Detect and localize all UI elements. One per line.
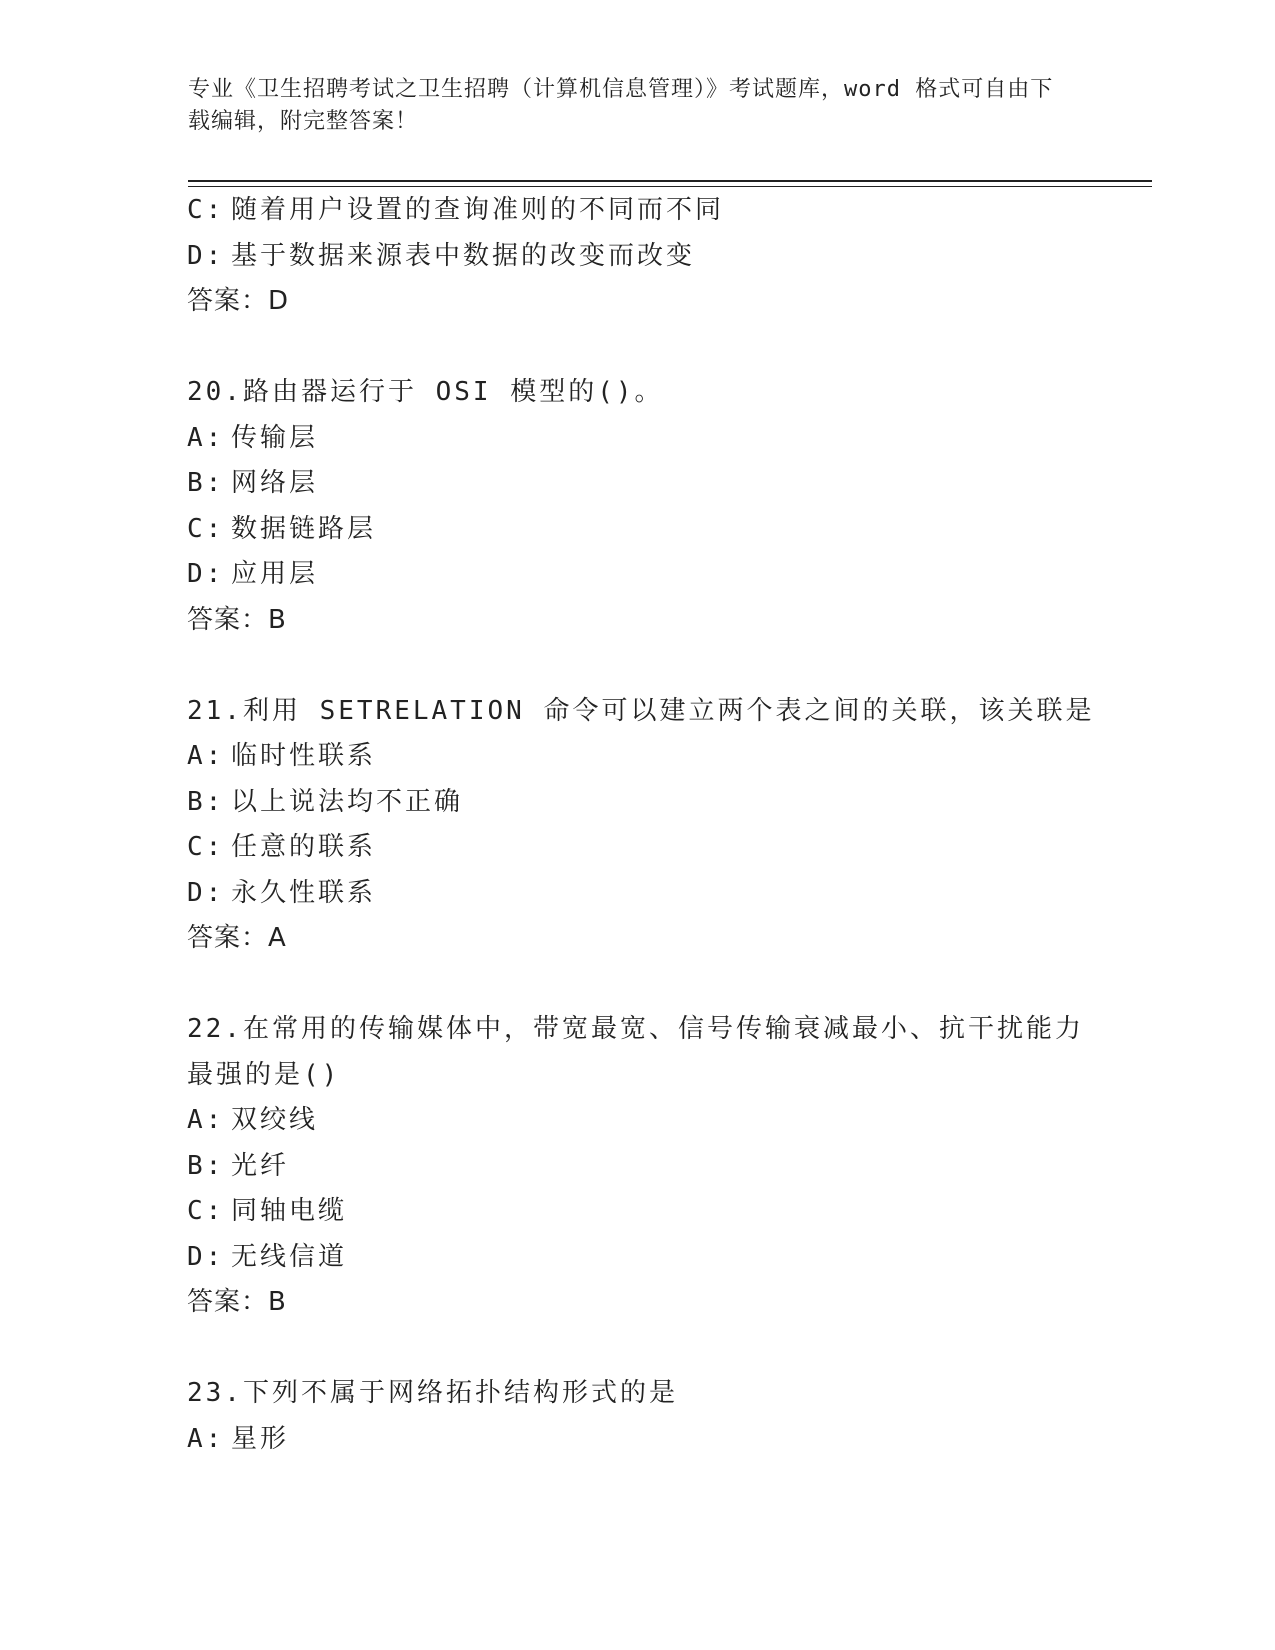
- option-text: 双绞线: [231, 1105, 319, 1135]
- option-c: [187, 188, 1147, 234]
- option-label: D:: [187, 877, 225, 908]
- option-text: 临时性联系: [231, 741, 377, 771]
- option-label: C:: [187, 1196, 225, 1226]
- option-c: [187, 825, 1147, 871]
- option-c: [187, 1189, 1147, 1235]
- header-rule-thick: [188, 180, 1152, 182]
- option-label: B:: [187, 468, 225, 498]
- option-text: 基于数据来源表中数据的改变而改变: [231, 240, 696, 271]
- answer-line: 答案：A: [187, 923, 287, 953]
- option-label: A:: [187, 741, 225, 771]
- answer-line: 答案：B: [187, 1287, 287, 1317]
- option-a: [187, 1417, 1147, 1463]
- option-text: 永久性联系: [231, 877, 377, 908]
- option-d: [187, 871, 1147, 917]
- option-text: 网络层: [231, 468, 319, 498]
- option-text: 数据链路层: [231, 513, 377, 544]
- answer-line: 答案：D: [187, 286, 290, 316]
- question-stem: 22.在常用的传输媒体中，带宽最宽、信号传输衰减最小、抗干扰能力最强的是(): [187, 1014, 1084, 1090]
- header-rule-thin: [188, 186, 1152, 187]
- question-list: [187, 188, 1147, 1462]
- option-label: D:: [187, 240, 225, 271]
- option-text: 光纤: [231, 1150, 290, 1181]
- question-stem: 23.下列不属于网络拓扑结构形式的是: [187, 1378, 678, 1408]
- option-text: 以上说法均不正确: [231, 786, 464, 817]
- option-label: D:: [187, 559, 225, 589]
- option-b: [187, 780, 1147, 826]
- option-text: 任意的联系: [231, 832, 377, 862]
- option-d: [187, 1235, 1147, 1281]
- option-text: 同轴电缆: [231, 1196, 348, 1226]
- option-label: C:: [187, 195, 225, 225]
- option-label: D:: [187, 1241, 225, 1272]
- option-a: [187, 734, 1147, 780]
- option-label: C:: [187, 832, 225, 862]
- option-label: A:: [187, 1105, 225, 1135]
- question-stem: 21.利用 SETRELATION 命令可以建立两个表之间的关联，该关联是: [187, 695, 1095, 726]
- option-d: [187, 552, 1147, 598]
- document-header: 专业《卫生招聘考试之卫生招聘（计算机信息管理）》考试题库，word 格式可自由下载编辑，附完整答案！: [188, 77, 1054, 134]
- option-a: [187, 416, 1147, 462]
- option-c: [187, 507, 1147, 553]
- option-text: 随着用户设置的查询准则的不同而不同: [231, 195, 725, 225]
- option-label: B:: [187, 786, 225, 817]
- option-a: [187, 1098, 1147, 1144]
- option-b: [187, 461, 1147, 507]
- option-label: A:: [187, 422, 225, 453]
- option-d: [187, 234, 1147, 280]
- answer-line: 答案：B: [187, 604, 287, 635]
- option-text: 传输层: [231, 422, 319, 453]
- option-b: [187, 1144, 1147, 1190]
- option-text: 星形: [231, 1423, 290, 1454]
- question-stem: 20.路由器运行于 OSI 模型的()。: [187, 377, 664, 407]
- option-text: 应用层: [231, 559, 319, 589]
- option-label: A:: [187, 1423, 225, 1454]
- option-label: C:: [187, 513, 225, 544]
- option-label: B:: [187, 1150, 225, 1181]
- option-text: 无线信道: [231, 1241, 348, 1272]
